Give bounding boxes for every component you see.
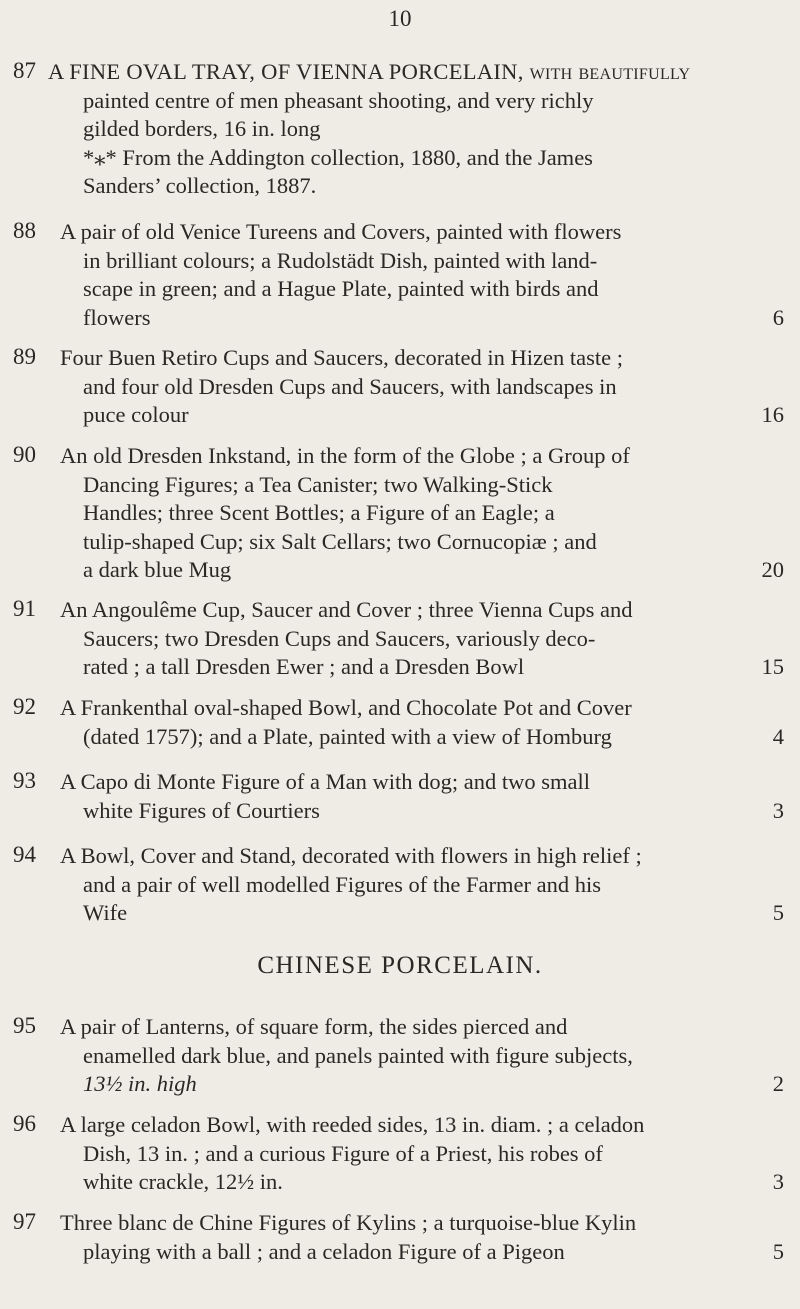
lot-line bbox=[60, 653, 790, 682]
lot-line: A Capo di Monte Figure of a Man with dog; and two small bbox=[60, 769, 590, 794]
lot-number: 91 bbox=[13, 596, 36, 621]
lot-description bbox=[60, 842, 790, 928]
lot-description bbox=[60, 1209, 790, 1266]
lot-description bbox=[48, 58, 790, 201]
lot-line-text: playing with a ball ; and a celadon Figure of a Pigeon bbox=[83, 1238, 565, 1264]
lot-description bbox=[60, 596, 790, 682]
lot-number: 90 bbox=[13, 442, 36, 467]
lot-line-text: (dated 1757); and a Plate, painted with a view of Homburg bbox=[83, 723, 612, 749]
lot-quantity: 16 bbox=[761, 402, 784, 427]
lot-line-text: Wife bbox=[83, 900, 128, 925]
lot-quantity: 6 bbox=[772, 304, 784, 330]
lot-line-text: white Figures of Courtiers bbox=[83, 797, 320, 823]
lot-line: Sanders’ collection, 1887. bbox=[83, 173, 317, 198]
lot-line: and a pair of well modelled Figures of the Farmer and his bbox=[83, 871, 601, 897]
lot-line: A pair of old Venice Tureens and Covers, painted with flowers bbox=[60, 219, 622, 244]
lot-line bbox=[60, 1168, 790, 1197]
lot-quantity: 5 bbox=[772, 900, 784, 925]
lot-line: Handles; three Scent Bottles; a Figure of an Eagle; a bbox=[83, 500, 555, 525]
lot-quantity: 20 bbox=[761, 557, 784, 582]
lot-number: 96 bbox=[13, 1111, 36, 1136]
lot-line-text: white crackle, 12½ in. bbox=[83, 1169, 283, 1194]
lot-quantity: 4 bbox=[772, 723, 784, 749]
lot-line: An old Dresden Inkstand, in the form of the Globe ; a Group of bbox=[60, 443, 630, 468]
lot-line: enamelled dark blue, and panels painted with figure subjects, bbox=[83, 1042, 633, 1068]
lot-description bbox=[60, 218, 790, 332]
lot-line bbox=[60, 556, 790, 585]
lot-quantity: 3 bbox=[772, 1169, 784, 1194]
page-number: 10 bbox=[388, 6, 412, 31]
lot-description bbox=[60, 1013, 790, 1099]
lot-line: gilded borders, 16 in. long bbox=[83, 116, 321, 141]
lot-line bbox=[60, 723, 790, 752]
lot-line: in brilliant colours; a Rudolstädt Dish, painted with land- bbox=[83, 247, 598, 273]
lot-quantity: 3 bbox=[772, 797, 784, 823]
lot-quantity: 2 bbox=[772, 1071, 784, 1096]
lot-description bbox=[60, 1111, 790, 1197]
lot-line: scape in green; and a Hague Plate, painted with birds and bbox=[83, 276, 599, 301]
lot-line: A large celadon Bowl, with reeded sides, 13 in. diam. ; a celadon bbox=[60, 1112, 645, 1137]
lot-line-text: a dark blue Mug bbox=[83, 557, 232, 582]
lot-line-text: flowers bbox=[83, 304, 151, 330]
lot-description bbox=[60, 344, 790, 430]
lot-line-text: rated ; a tall Dresden Ewer ; and a Dresden Bowl bbox=[83, 654, 525, 679]
lot-quantity: 15 bbox=[761, 654, 784, 679]
lot-line bbox=[60, 401, 790, 430]
lot-line bbox=[60, 899, 790, 928]
lot-line: Dancing Figures; a Tea Canister; two Walking-Stick bbox=[83, 471, 553, 497]
lot-line: Dish, 13 in. ; and a curious Figure of a Priest, his robes of bbox=[83, 1140, 603, 1166]
lot-line: A FINE OVAL TRAY, OF VIENNA PORCELAIN, with beautifully bbox=[48, 59, 691, 84]
lot-quantity: 5 bbox=[772, 1238, 784, 1264]
lot-line: Three blanc de Chine Figures of Kylins ; a turquoise-blue Kylin bbox=[60, 1210, 637, 1235]
lot-number: 88 bbox=[13, 218, 36, 243]
lot-number: 94 bbox=[13, 842, 36, 867]
lot-line bbox=[60, 797, 790, 826]
section-heading: CHINESE PORCELAIN. bbox=[257, 952, 543, 979]
lot-description bbox=[60, 442, 790, 585]
lot-description bbox=[60, 768, 790, 825]
lot-line: A pair of Lanterns, of square form, the sides pierced and bbox=[60, 1014, 568, 1039]
lot-line: painted centre of men pheasant shooting, and very richly bbox=[83, 87, 594, 113]
lot-number: 89 bbox=[13, 344, 36, 369]
lot-line-text: 13½ in. high bbox=[83, 1071, 197, 1096]
lot-line bbox=[60, 1070, 790, 1099]
lot-line bbox=[60, 1238, 790, 1267]
lot-number: 97 bbox=[13, 1209, 36, 1234]
lot-number: 87 bbox=[13, 58, 36, 83]
lot-line: Four Buen Retiro Cups and Saucers, decorated in Hizen taste ; bbox=[60, 345, 623, 370]
lot-number: 92 bbox=[13, 694, 36, 719]
lot-line: An Angoulême Cup, Saucer and Cover ; three Vienna Cups and bbox=[60, 597, 633, 622]
lot-description bbox=[60, 694, 790, 751]
lot-line: and four old Dresden Cups and Saucers, with landscapes in bbox=[83, 373, 617, 399]
lot-line: tulip-shaped Cup; six Salt Cellars; two Cornucopiæ ; and bbox=[83, 528, 597, 554]
lot-line: A Frankenthal oval-shaped Bowl, and Chocolate Pot and Cover bbox=[60, 695, 632, 720]
lot-line-text: puce colour bbox=[83, 402, 189, 427]
lot-line: Saucers; two Dresden Cups and Saucers, variously deco- bbox=[83, 625, 596, 651]
lot-line: A Bowl, Cover and Stand, decorated with flowers in high relief ; bbox=[60, 843, 642, 868]
lot-number: 95 bbox=[13, 1013, 36, 1038]
lot-line bbox=[60, 304, 790, 333]
lot-number: 93 bbox=[13, 768, 36, 793]
lot-line: *⁎* From the Addington collection, 1880, and the James bbox=[83, 144, 593, 170]
